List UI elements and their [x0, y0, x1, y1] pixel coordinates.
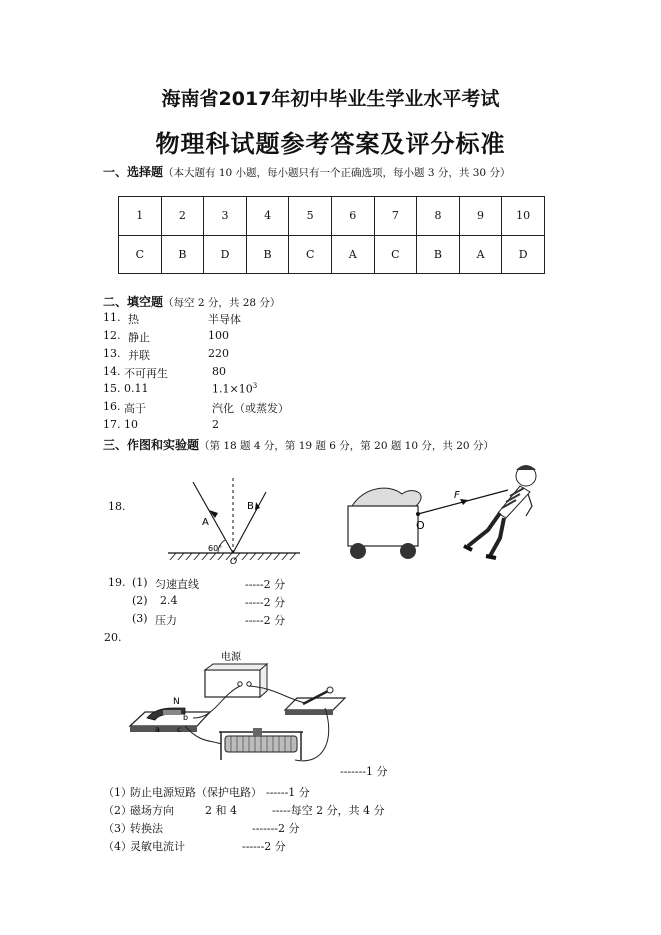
table-cell: A [331, 235, 374, 274]
fill-answer-a: 热 [128, 313, 139, 326]
switch-handle-icon [327, 687, 333, 693]
document-title: 海南省2017年初中毕业生学业水平考试 [161, 88, 500, 110]
cart-body [348, 506, 418, 546]
fill-answer-b: 80 [212, 365, 226, 378]
q19-score: -----2 分 [245, 578, 286, 591]
table-cell: 10 [502, 197, 545, 236]
q20-score: -----每空 2 分，共 4 分 [272, 804, 385, 817]
question20-label: 20. [104, 631, 122, 644]
answer-table [118, 196, 545, 274]
point-o-label-right: O [416, 519, 425, 532]
table-cell: A [459, 235, 502, 274]
table-cell: B [417, 235, 460, 274]
fill-answer-b: 100 [208, 329, 229, 342]
incident-ray [193, 482, 233, 553]
fill-answer-a: 并联 [128, 349, 150, 362]
table-cell: 7 [374, 197, 417, 236]
table-cell: 5 [289, 197, 332, 236]
q19-score: -----2 分 [245, 614, 286, 627]
table-cell: 3 [204, 197, 247, 236]
copper-rod [163, 710, 181, 715]
fill-answer-b: 半导体 [208, 313, 241, 326]
item-number: 11. [103, 311, 121, 324]
section3-note: （第 18 题 4 分，第 19 题 6 分，第 20 题 10 分，共 20 分） [199, 440, 494, 452]
section2-note: （每空 2 分，共 28 分） [163, 297, 281, 309]
q20-item-number: （3） [103, 822, 132, 835]
q20-answer-extra: 2 和 4 [205, 804, 237, 817]
exponent: 3 [252, 382, 258, 390]
q20-item-number: （4） [103, 840, 132, 853]
fill-answer-b: 2 [212, 418, 219, 431]
point-o-label: O [230, 557, 238, 567]
table-cell: B [161, 235, 204, 274]
incident-arrow-icon [209, 510, 218, 518]
question19-label: 19. [108, 576, 126, 589]
fill-answer-a: 不可再生 [124, 367, 168, 380]
reflected-arrow-icon [255, 502, 260, 510]
power-supply [205, 670, 260, 697]
q20-score: ------2 分 [242, 840, 286, 853]
fill-answer-a: 静止 [128, 331, 150, 344]
q19-score: -----2 分 [245, 596, 286, 609]
table-cell: C [374, 235, 417, 274]
table-cell: D [204, 235, 247, 274]
q19-answer: 压力 [155, 614, 177, 627]
fill-answer-b: 汽化（或蒸发） [212, 402, 289, 415]
section3-header [103, 436, 494, 453]
wire-a-label: a [155, 725, 160, 734]
table-cell: 8 [417, 197, 460, 236]
reflection-diagram [160, 470, 310, 570]
table-cell: 6 [331, 197, 374, 236]
table-cell: C [289, 235, 332, 274]
table-cell: B [246, 235, 289, 274]
table-row-answers [119, 235, 545, 274]
ray-b-label: B [247, 501, 254, 512]
table-row-numbers [119, 197, 545, 236]
q19-answer: 2.4 [160, 594, 178, 607]
q20-item-number: （1） [103, 786, 132, 799]
q19-sub-number: (1) [132, 576, 148, 589]
item-number: 14. [103, 365, 121, 378]
wire [295, 708, 329, 761]
q20-score: ------1 分 [266, 786, 310, 799]
item-number: 12. [103, 329, 121, 342]
item-number: 15. [103, 382, 121, 395]
wire-c-label: c [177, 725, 182, 734]
power-label: 电源 [221, 652, 241, 663]
circuit-diagram [125, 648, 355, 773]
cart-wheel [350, 543, 366, 559]
cart-wheel [400, 543, 416, 559]
q20-item-number: （2） [103, 804, 132, 817]
ray-a-label: A [202, 517, 209, 528]
q20-score: -------2 分 [252, 822, 300, 835]
item-number: 16. [103, 400, 121, 413]
rheostat-slider [253, 728, 262, 736]
fill-answer-a: 0.11 [124, 382, 149, 395]
magnet-n-label: N [173, 697, 180, 707]
angle-label: 60° [208, 544, 223, 553]
table-cell: 2 [161, 197, 204, 236]
q19-sub-number: (2) [132, 594, 148, 607]
question18-label: 18. [108, 500, 126, 513]
cart-load [352, 488, 421, 506]
table-cell: C [119, 235, 162, 274]
fill-answer-a: 高于 [124, 402, 146, 415]
fill-answer-b [212, 382, 257, 396]
section2-heading: 二、填空题 [103, 295, 164, 309]
fill-answer-a: 10 [124, 418, 138, 431]
q20-answer: 防止电源短路（保护电路） [130, 786, 262, 799]
table-cell: D [502, 235, 545, 274]
section1-heading: 一、选择题 [103, 165, 164, 179]
magnet-s-label: S [165, 717, 171, 726]
section2-header [103, 293, 280, 310]
table-cell: 4 [246, 197, 289, 236]
q19-sub-number: (3) [132, 612, 148, 625]
table-cell: 9 [459, 197, 502, 236]
section1-header [103, 163, 510, 180]
fill-item-11 [103, 311, 121, 324]
q20-answer: 磁场方向 [130, 804, 174, 817]
q19-answer: 匀速直线 [155, 578, 199, 591]
boy-figure [464, 465, 536, 558]
force-label: F [454, 490, 460, 501]
document-subtitle: 物理科试题参考答案及评分标准 [155, 129, 506, 158]
q20-diagram-score: -------1 分 [340, 765, 388, 778]
section1-note: （本大题有 10 小题，每小题只有一个正确选项，每小题 3 分，共 30 分） [163, 167, 511, 179]
magnet-board-edge [130, 726, 197, 732]
item-number: 17. [103, 418, 121, 431]
q20-answer: 灵敏电流计 [130, 840, 185, 853]
wire-b-label: b [183, 713, 189, 722]
item-number: 13. [103, 347, 121, 360]
fill-answer-b: 220 [208, 347, 229, 360]
section3-heading: 三、作图和实验题 [103, 438, 200, 452]
table-cell: 1 [119, 197, 162, 236]
value-text: 1.1×10 [212, 382, 253, 396]
q20-answer: 转换法 [130, 822, 163, 835]
cart-pulling-illustration [340, 458, 555, 568]
